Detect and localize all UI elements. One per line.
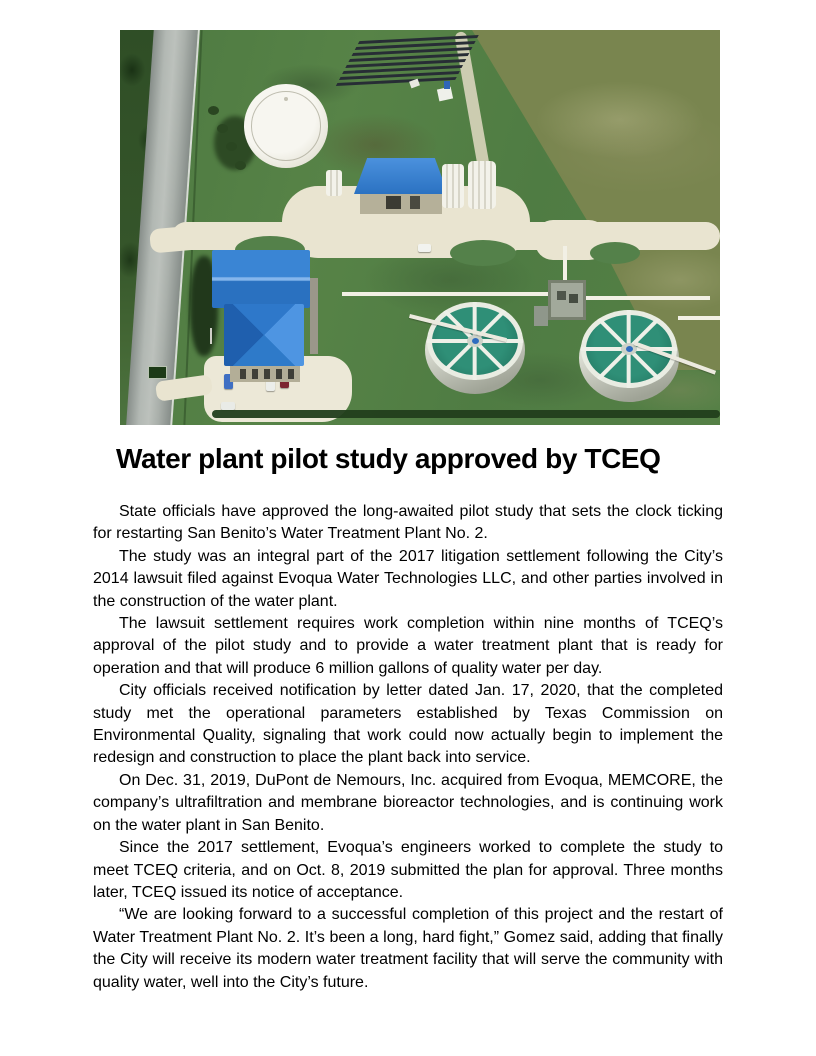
paragraph: State officials have approved the long-awaited pilot study that sets the clock ticking for restarting San Benito’s Water Treatment Plant No. 2. (93, 503, 723, 543)
aerial-photo (120, 30, 720, 425)
main-building-front (230, 366, 300, 382)
grass-notch (450, 240, 516, 266)
pump-station-roof (354, 158, 448, 194)
truck (418, 244, 431, 252)
elevated-platform (548, 280, 586, 320)
paragraph: Since the 2017 settlement, Evoqua’s engineers worked to complete the study to meet TCEQ criteria, and on Oct. 8, 2019 submitted the plan for approval. Three months later, TCEQ issued its notice of acceptance. (93, 839, 723, 901)
pump-station-door (410, 196, 420, 209)
walkway (586, 296, 710, 300)
chemical-tanks (326, 170, 342, 196)
article-title: Water plant pilot study approved by TCEQ (116, 443, 661, 474)
main-building-roof (212, 250, 310, 308)
main-building-hip-roof (224, 304, 304, 366)
article-body (93, 501, 723, 994)
clarifier-tank-2 (581, 310, 677, 388)
platform-stairs (534, 306, 548, 326)
walkway (678, 316, 720, 320)
hedge-row (212, 410, 720, 418)
bush (217, 124, 228, 133)
pump-unit (444, 81, 450, 89)
water-storage-tank (244, 84, 328, 168)
paragraph: The lawsuit settlement requires work completion within nine months of TCEQ’s approval of the pilot study and to provide a water treatment plant that is ready for operation and that will produce 6 million gallons of quality water per day. (93, 615, 723, 677)
pump-station-door (386, 196, 401, 209)
chemical-tanks (468, 161, 496, 209)
paragraph: The study was an integral part of the 2017 litigation settlement following the City’s 2014 lawsuit filed against Evoqua Water Technologies LLC, and other parties involved in the construction of the water plant. (93, 547, 723, 610)
walkway (342, 292, 568, 296)
bush (235, 161, 246, 170)
car (221, 402, 235, 410)
bush (226, 142, 237, 151)
clarifier-tank-1 (427, 302, 523, 380)
paragraph: On Dec. 31, 2019, DuPont de Nemours, Inc. acquired from Evoqua, MEMCORE, the company’s ultrafiltration and membrane bioreactor technologies, and is continuing work on the water plant in San Benito. (93, 771, 723, 834)
main-building-wing (310, 278, 318, 354)
paragraph: “We are looking forward to a successful completion of this project and the restart of Water Treatment Plant No. 2. It’s been a long, hard fight,” Gomez said, adding that finally the City will receive its modern water treatment facility that will serve the community with quality water, well into the City’s future. (93, 906, 723, 991)
bush (208, 106, 219, 115)
flagpole (210, 328, 212, 344)
grass-notch (590, 242, 640, 264)
paragraph: City officials received notification by letter dated Jan. 17, 2020, that the completed study met the operational parameters established by Texas Commission on Environmental Quality, signaling that work could now actually begin to implement the redesign and construction to place the plant back into service. (93, 682, 723, 767)
site-sign (148, 366, 167, 379)
chemical-tanks (442, 164, 464, 208)
